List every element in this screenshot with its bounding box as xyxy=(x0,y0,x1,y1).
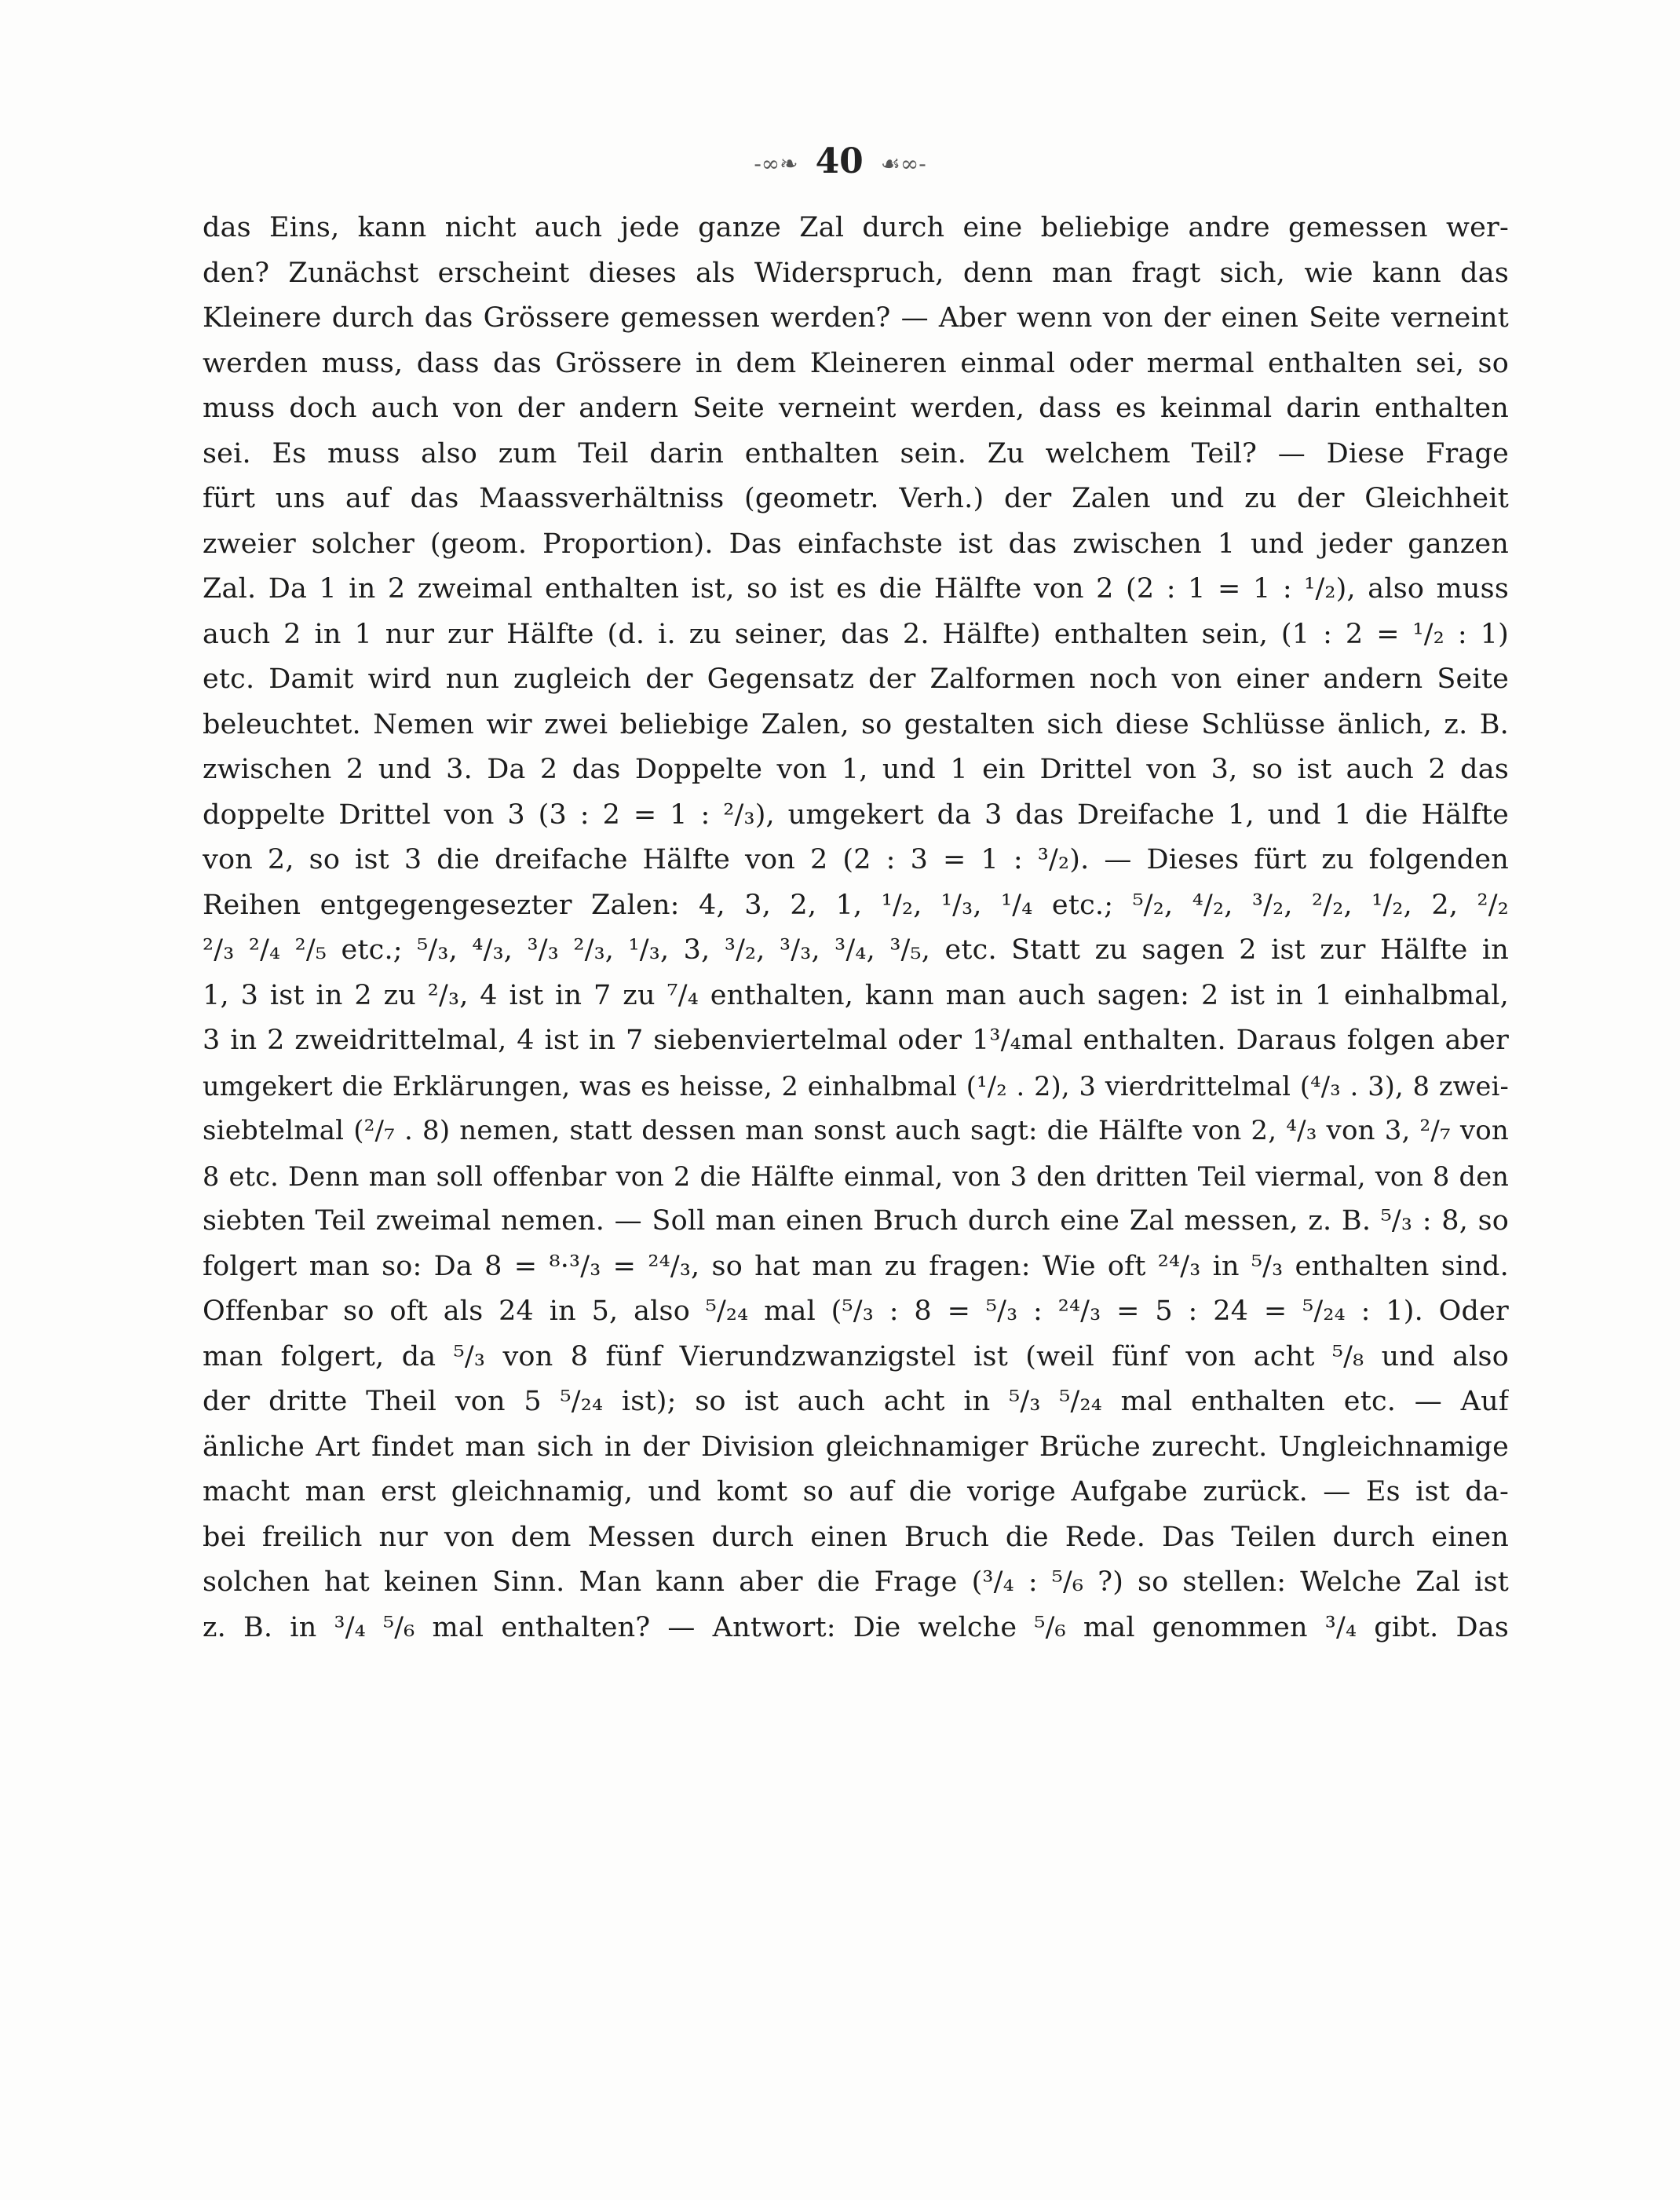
text-line: folgert man so: Da 8 = ⁸·³/₃ = ²⁴/₃, so hat man zu fragen: Wie oft ²⁴/₃ in ⁵/₃ enthalten sind. xyxy=(203,1250,1509,1282)
text-line: auch 2 in 1 nur zur Hälfte (d. i. zu seiner, das 2. Hälfte) enthalten sein, (1 : 2 = ¹/₂ : 1) xyxy=(203,618,1509,650)
text-line: bei freilich nur von dem Messen durch einen Bruch die Rede. Das Teilen durch einen xyxy=(203,1521,1509,1553)
text-line: 1, 3 ist in 2 zu ²/₃, 4 ist in 7 zu ⁷/₄ enthalten, kann man auch sagen: 2 ist in 1 einhalbmal, xyxy=(203,979,1509,1011)
text-line: siebten Teil zweimal nemen. — Soll man einen Bruch durch eine Zal messen, z. B. ⁵/₃ : 8, so xyxy=(203,1205,1509,1237)
ornament-left: -∞❧ xyxy=(754,151,798,177)
text-line: der dritte Theil von 5 ⁵/₂₄ ist); so ist auch acht in ⁵/₃ ⁵/₂₄ mal enthalten etc. — Auf xyxy=(203,1386,1509,1417)
page-number: 40 xyxy=(815,141,864,181)
text-line: änliche Art findet man sich in der Division gleichnamiger Brüche zurecht. Ungleichnamige xyxy=(203,1431,1509,1463)
ornament-right: ☙∞- xyxy=(880,151,926,177)
text-line: doppelte Drittel von 3 (3 : 2 = 1 : ²/₃), umgekert da 3 das Dreifache 1, und 1 die Hälfte xyxy=(203,799,1509,831)
text-line: zweier solcher (geom. Proportion). Das einfachste ist das zwischen 1 und jeder ganzen xyxy=(203,528,1509,560)
text-line: Kleinere durch das Grössere gemessen werden? — Aber wenn von der einen Seite verneint xyxy=(203,302,1509,334)
text-line: beleuchtet. Nemen wir zwei beliebige Zalen, so gestalten sich diese Schlüsse änlich, z. B. xyxy=(203,708,1509,740)
text-line: macht man erst gleichnamig, und komt so auf die vorige Aufgabe zurück. — Es ist da- xyxy=(203,1476,1509,1507)
body-text xyxy=(203,206,1509,1650)
page-header xyxy=(0,141,1680,181)
text-line: zwischen 2 und 3. Da 2 das Doppelte von 1, und 1 ein Drittel von 3, so ist auch 2 das xyxy=(203,754,1509,785)
text-line: man folgert, da ⁵/₃ von 8 fünf Vierundzwanzigstel ist (weil fünf von acht ⁵/₈ und also xyxy=(203,1340,1509,1372)
text-line: fürt uns auf das Maassverhältniss (geometr. Verh.) der Zalen und zu der Gleichheit xyxy=(203,483,1509,514)
text-line: Zal. Da 1 in 2 zweimal enthalten ist, so ist es die Hälfte von 2 (2 : 1 = 1 : ¹/₂), also muss xyxy=(203,573,1509,605)
text-line: solchen hat keinen Sinn. Man kann aber die Frage (³/₄ : ⁵/₆ ?) so stellen: Welche Zal ist xyxy=(203,1566,1509,1598)
text-line: das Eins, kann nicht auch jede ganze Zal durch eine beliebige andre gemessen wer- xyxy=(203,212,1509,243)
text-line: ²/₃ ²/₄ ²/₅ etc.; ⁵/₃, ⁴/₃, ³/₃ ²/₃, ¹/₃, 3, ³/₂, ³/₃, ³/₄, ³/₅, etc. Statt zu sagen 2 ist zur Hälfte in xyxy=(203,934,1509,966)
text-line: muss doch auch von der andern Seite verneint werden, dass es keinmal darin enthalten xyxy=(203,393,1509,424)
text-line: Offenbar so oft als 24 in 5, also ⁵/₂₄ mal (⁵/₃ : 8 = ⁵/₃ : ²⁴/₃ = 5 : 24 = ⁵/₂₄ : 1). Oder xyxy=(203,1296,1509,1327)
text-line: sei. Es muss also zum Teil darin enthalten sein. Zu welchem Teil? — Diese Frage xyxy=(203,437,1509,470)
text-line: etc. Damit wird nun zugleich der Gegensatz der Zalformen noch von einer andern Seite xyxy=(203,663,1509,695)
text-line: den? Zunächst erscheint dieses als Widerspruch, denn man fragt sich, wie kann das xyxy=(203,257,1509,289)
text-line: von 2, so ist 3 die dreifache Hälfte von 2 (2 : 3 = 1 : ³/₂). — Dieses fürt zu folgenden xyxy=(203,844,1509,875)
text-line: z. B. in ³/₄ ⁵/₆ mal enthalten? — Antwort: Die welche ⁵/₆ mal genommen ³/₄ gibt. Das xyxy=(203,1611,1509,1643)
text-line: siebtelmal (²/₇ . 8) nemen, statt dessen man sonst auch sagt: die Hälfte von 2, ⁴/₃ von 3, ²/₇ von xyxy=(203,1115,1509,1146)
text-line: 3 in 2 zweidrittelmal, 4 ist in 7 siebenviertelmal oder 1³/₄mal enthalten. Daraus folgen aber xyxy=(203,1025,1509,1056)
text-line: 8 etc. Denn man soll offenbar von 2 die Hälfte einmal, von 3 den dritten Teil viermal, von 8 den xyxy=(203,1160,1509,1192)
text-line: umgekert die Erklärungen, was es heisse, 2 einhalbmal (¹/₂ . 2), 3 vierdrittelmal (⁴/₃ . 3), 8 zwei- xyxy=(203,1070,1509,1102)
text-line: werden muss, dass das Grössere in dem Kleineren einmal oder mermal enthalten sei, so xyxy=(203,347,1509,379)
text-line: Reihen entgegengesezter Zalen: 4, 3, 2, 1, ¹/₂, ¹/₃, ¹/₄ etc.; ⁵/₂, ⁴/₂, ³/₂, ²/₂, ¹/₂, 2, ²/₂ xyxy=(203,889,1509,921)
